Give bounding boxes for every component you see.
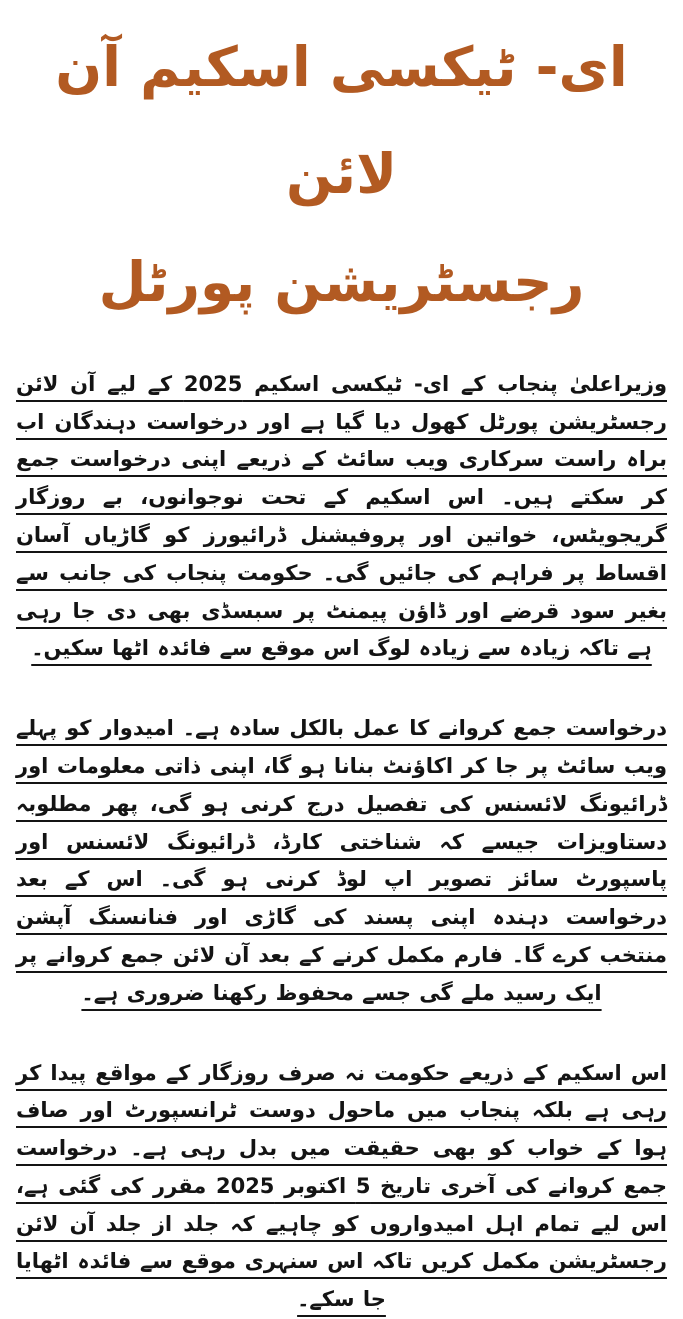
article-body: [12, 366, 671, 1319]
paragraph-deadline: اس اسکیم کے ذریعے حکومت نہ صرف روزگار کے مواقع پیدا کر رہی ہے بلکہ پنجاب میں ماحول دوست ٹرانسپورٹ اور صاف ہوا کے خواب کو بھی حقیقت میں بدل رہی ہے۔ درخواست جمع کروانے کی آخری تاریخ 5 اکتوبر 2025 مقرر کی گئی ہے، اس لیے تمام اہل امیدواروں کو چاہیے کہ جلد از جلد آن لائن رجسٹریشن مکمل کریں تاکہ اس سنہری موقع سے فائدہ اٹھایا جا سکے۔: [16, 1055, 667, 1319]
title-line-2: رجسٹریشن پورٹل: [12, 229, 671, 336]
paragraph-intro: وزیراعلیٰ پنجاب کے ای- ٹیکسی اسکیم 2025 کے لیے آن لائن رجسٹریشن پورٹل کھول دیا گیا ہے اور درخواست دہندگان اب براہ راست سرکاری ویب سائٹ کے ذریعے اپنی درخواست جمع کر سکتے ہیں۔ اس اسکیم کے تحت نوجوانوں، بے روزگار گریجویٹس، خواتین اور پروفیشنل ڈرائیورز کو گاڑیاں آسان اقساط پر فراہم کی جائیں گی۔ حکومت پنجاب کی جانب سے بغیر سود قرضے اور ڈاؤن پیمنٹ پر سبسڈی بھی دی جا رہی ہے تاکہ زیادہ سے زیادہ لوگ اس موقع سے فائدہ اٹھا سکیں۔: [16, 366, 667, 668]
paragraph-application-process: درخواست جمع کروانے کا عمل بالکل سادہ ہے۔ امیدوار کو پہلے ویب سائٹ پر جا کر اکاؤنٹ بنانا ہو گا، اپنی ذاتی معلومات اور ڈرائیونگ لائسنس کی تفصیل درج کرنی ہو گی، پھر مطلوبہ دستاویزات جیسے کہ شناختی کارڈ، ڈرائیونگ لائسنس اور پاسپورٹ سائز تصویر اپ لوڈ کرنی ہو گی۔ اس کے بعد درخواست دہندہ اپنی پسند کی گاڑی اور فنانسنگ آپشن منتخب کرے گا۔ فارم مکمل کرنے کے بعد آن لائن جمع کروانے پر ایک رسید ملے گی جسے محفوظ رکھنا ضروری ہے۔: [16, 710, 667, 1012]
article-title: [12, 14, 671, 336]
title-line-1: ای- ٹیکسی اسکیم آن لائن: [12, 14, 671, 229]
